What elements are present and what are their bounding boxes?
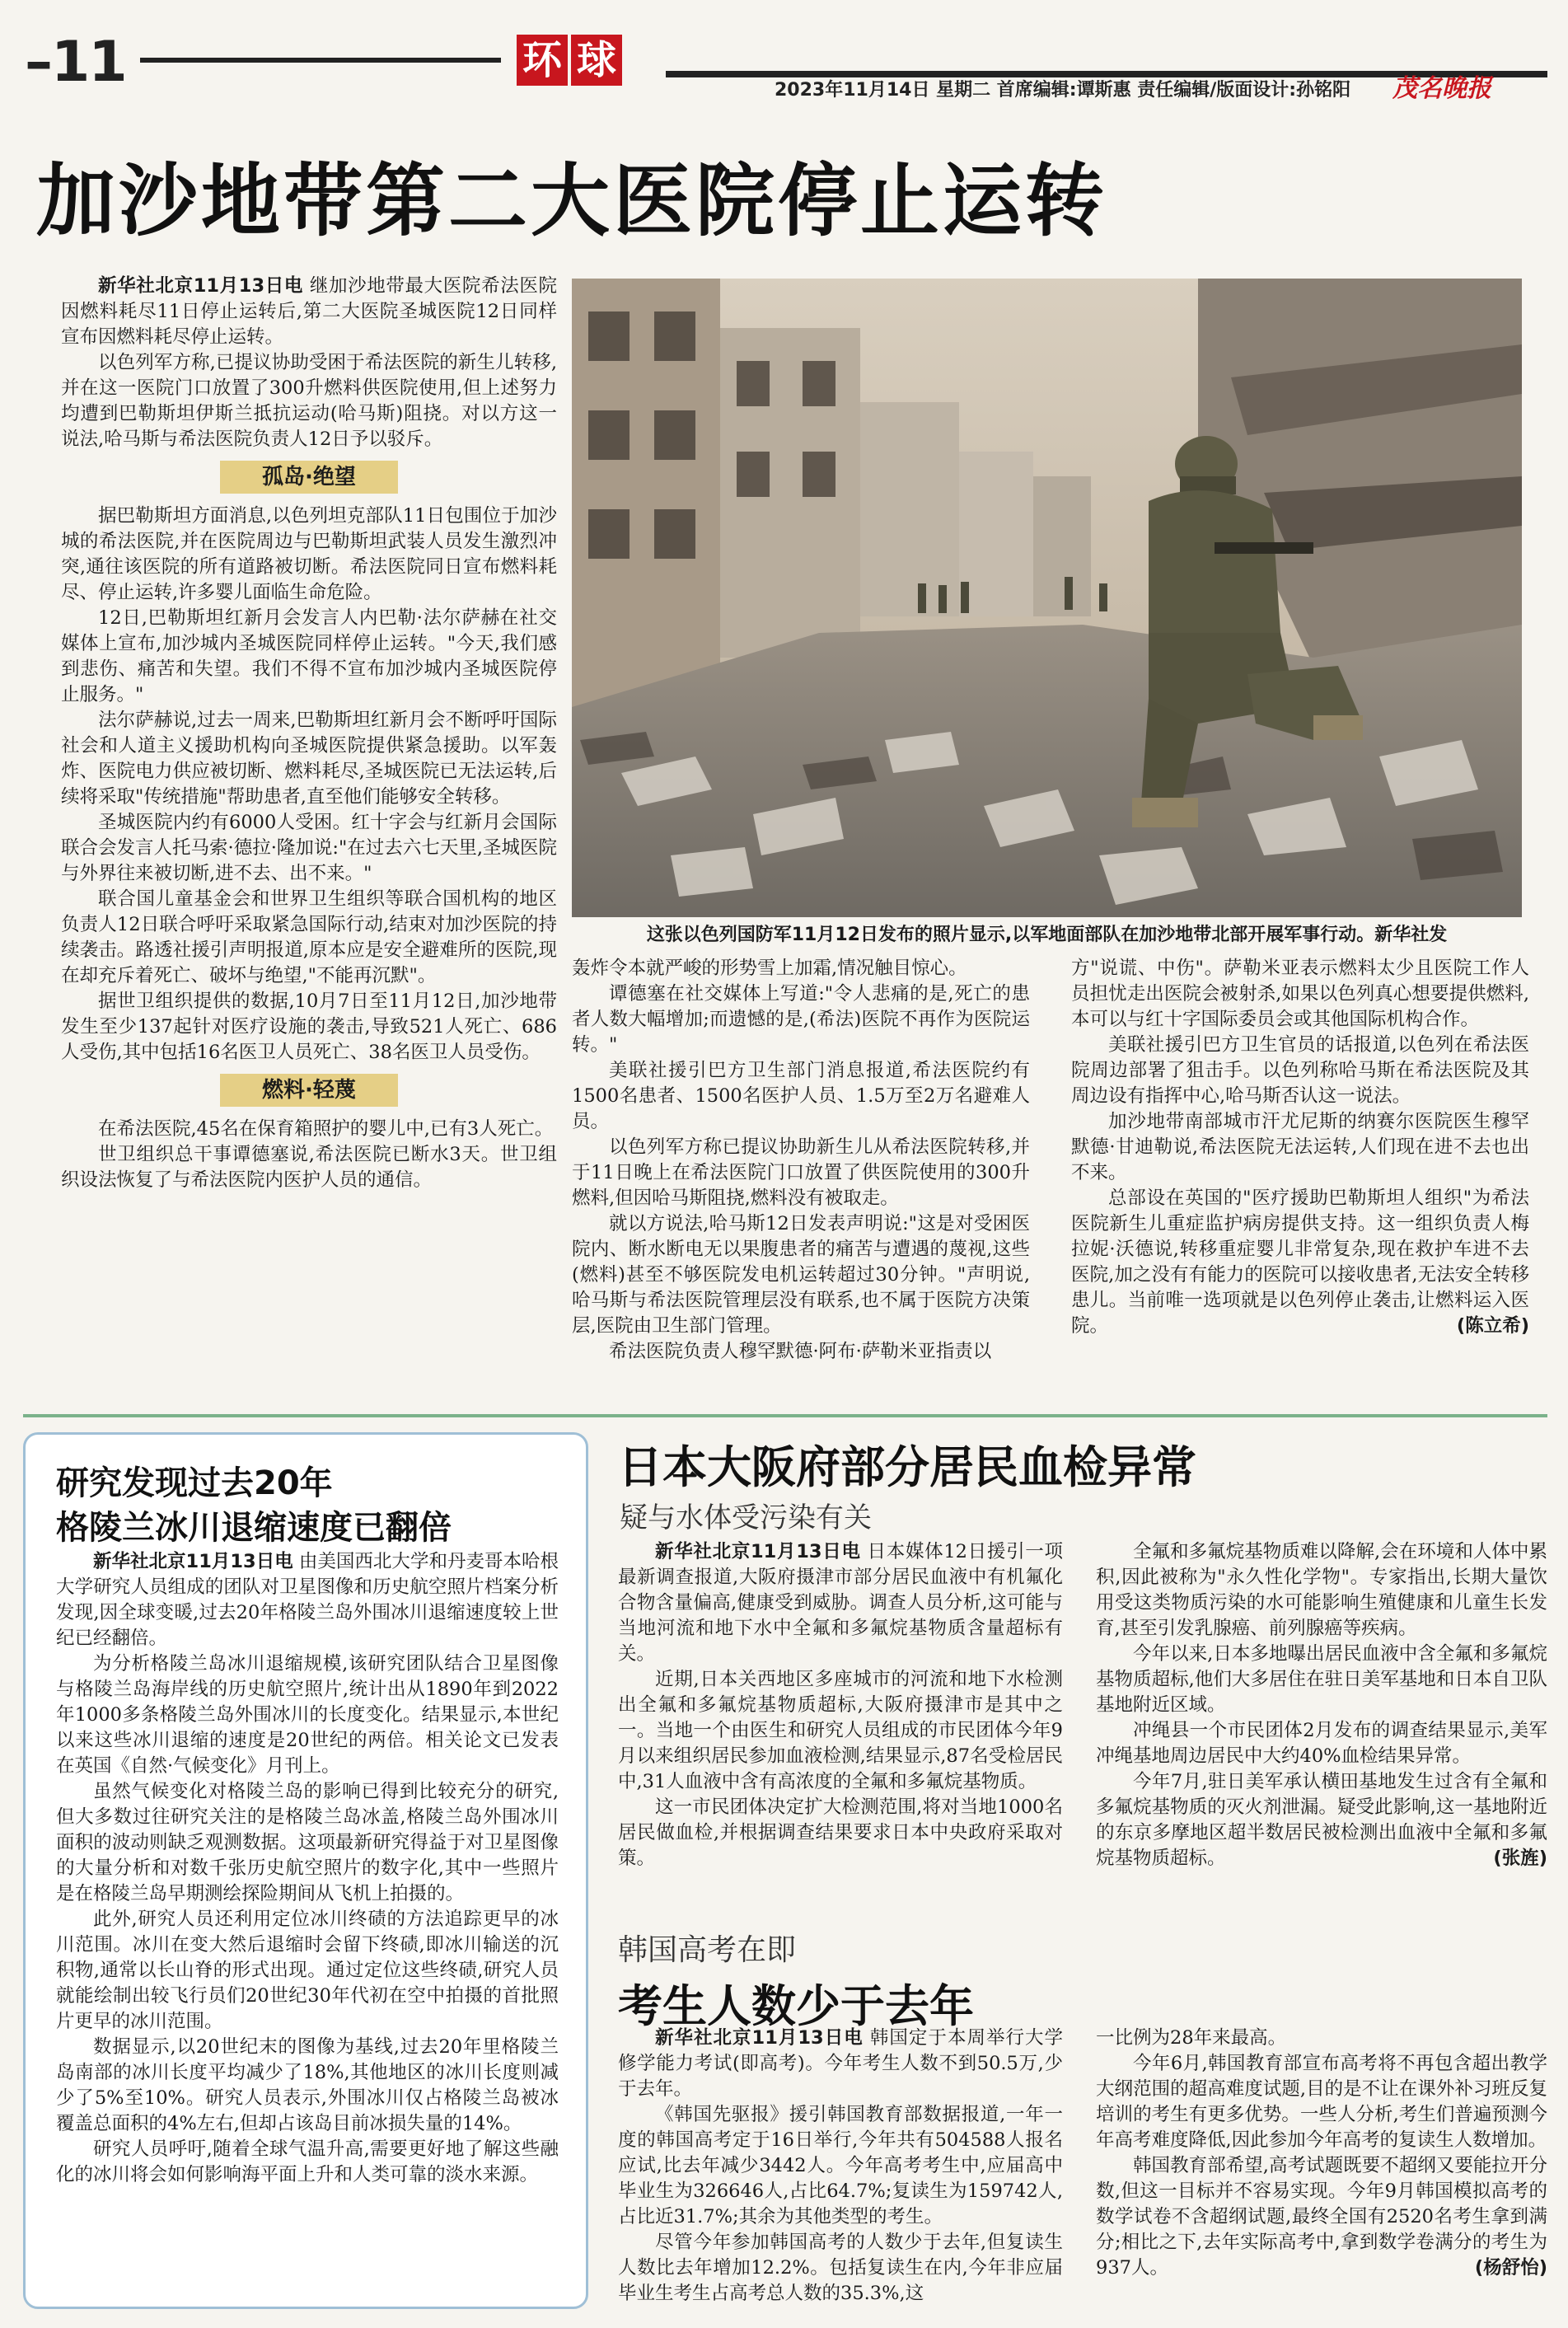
lead-paragraph: 法尔萨赫说,过去一周来,巴勒斯坦红新月会不断呼吁国际社会和人道主义援助机构向圣城医院提供紧急援助。以军轰炸、医院电力供应被切断、燃料耗尽,圣城医院已无法运转,后续将采取"传统措施"帮助患者,直至他们能够安全转移。 [61, 710, 557, 808]
osaka-paragraph: 全氟和多氟烷基物质难以降解,会在环境和人体中累积,因此被称为"永久性化学物"。专家指出,长期大量饮用受这类物质污染的水可能影响生殖健康和儿童生长发育,甚至引发乳腺癌、前列腺癌等疾病。 [1096, 1541, 1547, 1639]
subhead-island: 孤岛·绝望 [220, 461, 398, 494]
korea-headline-line1: 韩国高考在即 [618, 1933, 797, 1967]
dateline: 新华社北京11月13日电 [655, 2027, 864, 2049]
korea-paragraph: 新华社北京11月13日电 韩国定于本周举行大学修学能力考试(即高考)。今年考生人数不到50.5万,少于去年。 [618, 2027, 1063, 2100]
korea-paragraph: 今年6月,韩国教育部宣布高考将不再包含超出教学大纲范围的超高难度试题,目的是不让在课外补习班反复培训的考生有更多优势。一些人分析,考生们普遍预测今年高考难度降低,因此参加今年高考的复读生人数增加。 [1096, 2053, 1547, 2151]
author-credit: (杨舒怡) [1474, 2257, 1547, 2279]
glacier-headline-line2: 格陵兰冰川退缩速度已翻倍 [56, 1509, 452, 1547]
glacier-body [56, 1549, 559, 2188]
korea-headline-line2: 考生人数少于去年 [618, 1980, 974, 2032]
korea-paragraph: 一比例为28年来最高。 [1096, 2027, 1287, 2049]
lead-column-1 [61, 274, 557, 1193]
osaka-column-2 [1096, 1539, 1547, 1871]
lead-paragraph: 据巴勒斯坦方面消息,以色列坦克部队11日包围位于加沙城的希法医院,并在医院周边与巴勒斯坦武装人员发生激烈冲突,通往该医院的所有道路被切断。希法医院同日宣布燃料耗尽、停止运转,许多婴儿面临生命危险。 [61, 505, 557, 603]
lead-paragraph: 希法医院负责人穆罕默德·阿布·萨勒米亚指责以 [609, 1341, 992, 1362]
section-divider [23, 1414, 1547, 1417]
osaka-paragraph: 近期,日本关西地区多座城市的河流和地下水检测出全氟和多氟烷基物质超标,大阪府摄津市是其中之一。当地一个由医生和研究人员组成的市民团体今年9月以来组织居民参加血液检测,结果显示,87名受检居民中,31人血液中含有高浓度的全氟和多氟烷基物质。 [618, 1669, 1063, 1792]
lead-paragraph: 方"说谎、中伤"。萨勒米亚表示燃料太少且医院工作人员担忧走出医院会被射杀,如果以色列真心想要提供燃料,本可以与红十字国际委员会或其他国际机构合作。 [1071, 958, 1529, 1030]
section-label [517, 35, 622, 86]
photo-caption: 这张以色列国防军11月12日发布的照片显示,以军地面部队在加沙地带北部开展军事行动。新华社发 [646, 925, 1448, 945]
lead-headline: 加沙地带第二大医院停止运转 [36, 155, 1107, 247]
glacier-paragraph: 研究人员呼吁,随着全球气温升高,需要更好地了解这些融化的冰川将会如何影响海平面上升和人类可靠的淡水来源。 [56, 2138, 559, 2185]
rubble-scene-illustration [572, 279, 1522, 917]
newspaper-logo: 茂名晚报 [1392, 74, 1491, 103]
lead-paragraph: 12日,巴勒斯坦红新月会发言人内巴勒·法尔萨赫在社交媒体上宣布,加沙城内圣城医院同样停止运转。"今天,我们感到悲伤、痛苦和失望。我们不得不宣布加沙城内圣城医院停止服务。" [61, 607, 557, 705]
lead-paragraph: 总部设在英国的"医疗援助巴勒斯坦人组织"为希法医院新生儿重症监护病房提供支持。这一组织负责人梅拉妮·沃德说,转移重症婴儿非常复杂,现在救护车进不去医院,加之没有有能力的医院可以接收患者,无法安全转移患儿。当前唯一选项就是以色列停止袭击,让燃料运入医院。 (陈立希) [1071, 1186, 1529, 1339]
dateline: 新华社北京11月13日电 [655, 1541, 861, 1562]
lead-column-2 [572, 956, 1030, 1365]
glacier-paragraph: 新华社北京11月13日电 由美国西北大学和丹麦哥本哈根大学研究人员组成的团队对卫星图像和历史航空照片档案分析发现,因全球变暖,过去20年格陵兰岛外围冰川退缩速度较上世纪已经翻倍。 [56, 1551, 559, 1649]
korea-paragraph: 《韩国先驱报》援引韩国教育部数据报道,一年一度的韩国高考定于16日举行,今年共有504588人报名应试,比去年减少3442人。今年高考考生中,应届高中毕业生为326646人,占比64.7%;复读生为159742人,占比近31.7%;其余为其他类型的考生。 [618, 2104, 1063, 2227]
lead-paragraph: 以色列军方称已提议协助新生儿从希法医院转移,并于11日晚上在希法医院门口放置了供医院使用的300升燃料,但因哈马斯阻挠,燃料没有被取走。 [572, 1136, 1030, 1209]
author-credit: (张旌) [1493, 1848, 1547, 1869]
lead-paragraph: 轰炸令本就严峻的形势雪上加霜,情况触目惊心。 [572, 958, 967, 979]
osaka-paragraph: 今年7月,驻日美军承认横田基地发生过含有全氟和多氟烷基物质的灭火剂泄漏。疑受此影响,这一基地附近的东京多摩地区超半数居民被检测出血液中全氟和多氟烷基物质超标。 (张旌) [1096, 1769, 1547, 1871]
osaka-paragraph: 今年以来,日本多地曝出居民血液中含全氟和多氟烷基物质超标,他们大多居住在驻日美军基地和日本自卫队基地附近区域。 [1096, 1643, 1547, 1716]
lead-paragraph: 新华社北京11月13日电 继加沙地带最大医院希法医院因燃料耗尽11日停止运转后,第二大医院圣城医院12日同样宣布因燃料耗尽停止运转。 [61, 275, 557, 348]
lead-paragraph: 圣城医院内约有6000人受困。红十字会与红新月会国际联合会发言人托马索·德拉·隆加说:"在过去六七天里,圣城医院与外界往来被切断,进不去、出不来。" [61, 812, 557, 884]
lead-paragraph: 美联社援引巴方卫生官员的话报道,以色列在希法医院周边部署了狙击手。以色列称哈马斯在希法医院及其周边设有指挥中心,哈马斯否认这一说法。 [1071, 1034, 1529, 1107]
lead-paragraph: 谭德塞在社交媒体上写道:"令人悲痛的是,死亡的患者人数大幅增加;而遗憾的是,(希法)医院不再作为医院运转。" [572, 983, 1030, 1056]
lead-paragraph: 就以方说法,哈马斯12日发表声明说:"这是对受困医院内、断水断电无以果腹患者的痛苦与遭遇的蔑视,这些(燃料)甚至不够医院发电机运转超过30分钟。"声明说,哈马斯与希法医院管理层没有联系,也不属于医院方决策层,医院由卫生部门管理。 [572, 1213, 1030, 1337]
osaka-subheadline: 疑与水体受污染有关 [620, 1501, 872, 1534]
section-char-1: 环 [517, 35, 568, 86]
osaka-paragraph: 新华社北京11月13日电 日本媒体12日援引一项最新调查报道,大阪府摄津市部分居民血液中有机氟化合物含量偏高,健康受到威胁。调查人员分析,这可能与当地河流和地下水中全氟和多氟烷基物质含量超标有关。 [618, 1541, 1063, 1665]
osaka-paragraph: 冲绳县一个市民团体2月发布的调查结果显示,美军冲绳基地周边居民中大约40%血检结果异常。 [1096, 1720, 1547, 1767]
dateline: 新华社北京11月13日电 [93, 1551, 293, 1572]
osaka-column-1 [618, 1539, 1063, 1871]
korea-column-2 [1096, 2026, 1547, 2281]
subhead-fuel: 燃料·轻蔑 [220, 1074, 398, 1107]
issue-meta: 2023年11月14日 星期二 首席编辑:谭斯惠 责任编辑/版面设计:孙铭阳 [775, 80, 1351, 101]
glacier-paragraph: 虽然气候变化对格陵兰岛的影响已得到比较充分的研究,但大多数过往研究关注的是格陵兰岛冰盖,格陵兰岛外围冰川面积的波动则缺乏观测数据。这项最新研究得益于对卫星图像的大量分析和对数千张历史航空照片的数字化,其中一些照片是在格陵兰岛早期测绘探险期间从飞机上拍摄的。 [56, 1781, 559, 1904]
lead-paragraph: 世卫组织总干事谭德塞说,希法医院已断水3天。世卫组织设法恢复了与希法医院内医护人员的通信。 [61, 1144, 557, 1191]
glacier-paragraph: 数据显示,以20世纪末的图像为基线,过去20年里格陵兰岛南部的冰川长度平均减少了18%,其他地区的冰川长度则减少了5%至10%。研究人员表示,外围冰川仅占格陵兰岛被冰覆盖总面积的4%左右,但却占该岛目前冰损失量的14%。 [56, 2036, 559, 2134]
korea-column-1 [618, 2026, 1063, 2307]
page-number: –11 [25, 30, 126, 95]
lead-paragraph: 加沙地带南部城市汗尤尼斯的纳赛尔医院医生穆罕默德·甘迪勒说,希法医院无法运转,人们现在进不去也出不来。 [1071, 1111, 1529, 1183]
osaka-paragraph: 这一市民团体决定扩大检测范围,将对当地1000名居民做血检,并根据调查结果要求日本中央政府采取对策。 [618, 1796, 1063, 1869]
osaka-headline: 日本大阪府部分居民血检异常 [618, 1441, 1196, 1493]
dateline: 新华社北京11月13日电 [98, 275, 304, 297]
lead-column-3 [1071, 956, 1529, 1339]
lead-paragraph: 据世卫组织提供的数据,10月7日至11月12日,加沙地带发生至少137起针对医疗设施的袭击,导致521人死亡、686人受伤,其中包括16名医卫人员死亡、38名医卫人员受伤。 [61, 991, 557, 1063]
header-rule-left [140, 58, 501, 63]
glacier-headline-line1: 研究发现过去20年 [56, 1464, 333, 1502]
korea-paragraph: 尽管今年参加韩国高考的人数少于去年,但复读生人数比去年增加12.2%。包括复读生在内,今年非应届毕业生考生占高考总人数的35.3%,这 [618, 2232, 1063, 2304]
glacier-paragraph: 此外,研究人员还利用定位冰川终碛的方法追踪更早的冰川范围。冰川在变大然后退缩时会留下终碛,即冰川输送的沉积物,通常以长山脊的形式出现。通过定位这些终碛,研究人员就能绘制出较飞行员们20世纪30年代初在空中拍摄的首批照片更早的冰川范围。 [56, 1909, 559, 2032]
lead-paragraph: 联合国儿童基金会和世界卫生组织等联合国机构的地区负责人12日联合呼吁采取紧急国际行动,结束对加沙医院的持续袭击。路透社援引声明报道,原本应是安全避难所的医院,现在却充斥着死亡、破坏与绝望,"不能再沉默"。 [61, 888, 557, 986]
section-char-2: 球 [571, 35, 622, 86]
lead-paragraph: 以色列军方称,已提议协助受困于希法医院的新生儿转移,并在这一医院门口放置了300升燃料供医院使用,但上述努力均遭到巴勒斯坦伊斯兰抵抗运动(哈马斯)阻挠。对以方这一说法,哈马斯与希法医院负责人12日予以驳斥。 [61, 352, 557, 450]
news-photo [572, 279, 1522, 917]
korea-paragraph: 韩国教育部希望,高考试题既要不超纲又要能拉开分数,但这一目标并不容易实现。今年9月韩国模拟高考的数学试卷不含超纲试题,最终全国有2520名考生拿到满分;相比之下,去年实际高考中,拿到数学卷满分的考生为937人。 (杨舒怡) [1096, 2153, 1547, 2281]
lead-paragraph: 在希法医院,45名在保育箱照护的婴儿中,已有3人死亡。 [98, 1118, 554, 1140]
lead-paragraph: 美联社援引巴方卫生部门消息报道,希法医院约有1500名患者、1500名医护人员、1.5万至2万名避难人员。 [572, 1060, 1030, 1132]
glacier-paragraph: 为分析格陵兰岛冰川退缩规模,该研究团队结合卫星图像与格陵兰岛海岸线的历史航空照片,统计出从1890年到2022年1000多条格陵兰岛外围冰川的长度变化。结果显示,本世纪以来这些冰川退缩的速度是20世纪的两倍。相关论文已发表在英国《自然·气候变化》月刊上。 [56, 1653, 559, 1777]
author-credit: (陈立希) [1456, 1315, 1529, 1337]
